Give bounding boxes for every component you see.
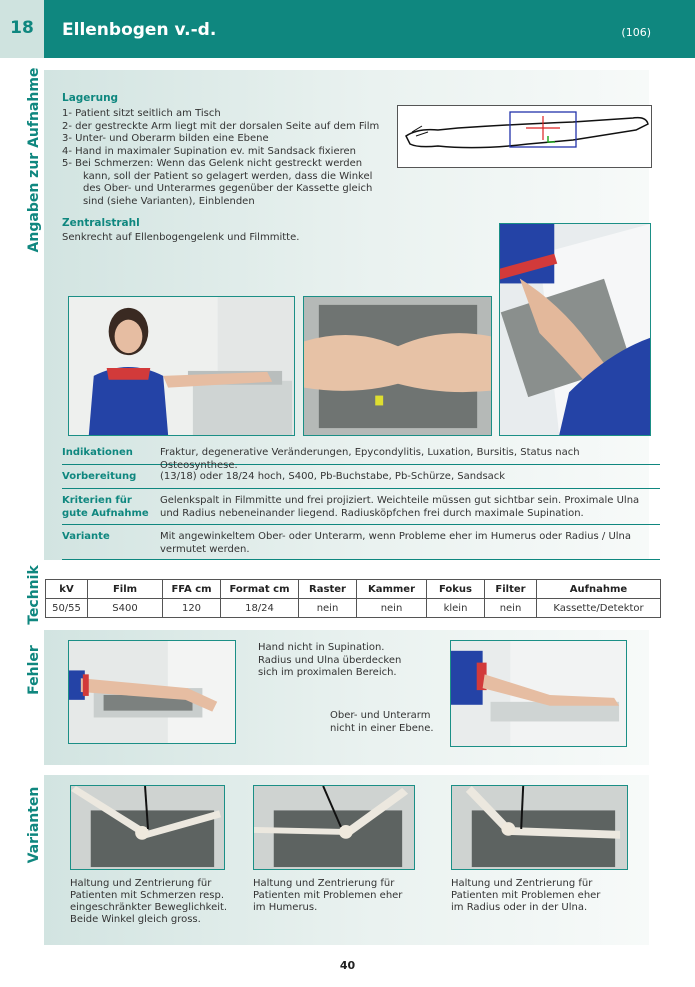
side-label-technik: Technik	[26, 565, 42, 625]
info-row-variante	[62, 527, 660, 560]
table-cell: nein	[299, 599, 357, 618]
table-header: FFA cm	[163, 580, 221, 599]
side-label-fehler: Fehler	[26, 645, 42, 695]
info-text: Fraktur, degenerative Veränderungen, Epycondylitis, Luxation, Bursitis, Status nach Osteosynthese.	[160, 447, 580, 471]
table-header: Kammer	[357, 580, 427, 599]
table-header-row	[46, 580, 661, 599]
zentralstrahl-text: Senkrecht auf Ellenbogengelenk und Filmmitte.	[62, 232, 300, 243]
table-row	[46, 599, 661, 618]
zentralstrahl-heading: Zentralstrahl	[62, 217, 140, 229]
arm-sketch-icon	[398, 106, 653, 169]
chapter-number: 18	[10, 18, 34, 38]
table-header: Film	[88, 580, 163, 599]
variante-caption-1: Haltung und Zentrierung für Patienten mit Schmerzen resp. eingeschränkter Beweglichkeit. Beide Winkel gleich gross.	[70, 878, 228, 925]
lagerung-section	[62, 92, 392, 244]
lagerung-heading: Lagerung	[62, 92, 119, 104]
page-number: 40	[339, 959, 356, 972]
info-text: Mit angewinkeltem Ober- oder Unterarm, wenn Probleme eher im Humerus oder Radius / Ulna vermutet werden.	[160, 531, 632, 555]
table-header: Filter	[485, 580, 537, 599]
table-cell: Kassette/Detektor	[537, 599, 661, 618]
page-title: Ellenbogen v.-d.	[62, 20, 217, 40]
info-label: Indikationen	[62, 447, 133, 458]
lagerung-item: 4- Hand in maximaler Supination ev. mit Sandsack fixieren	[62, 145, 356, 157]
variante-caption-3: Haltung und Zentrierung für Patienten mit Problemen eher im Radius oder in der Ulna.	[451, 878, 601, 913]
page-header	[0, 0, 695, 58]
info-label: Variante	[62, 531, 110, 542]
photo-variante-1	[70, 785, 225, 870]
table-cell: klein	[427, 599, 485, 618]
lagerung-list	[62, 108, 392, 208]
photo-fehler-supination	[68, 640, 236, 744]
table-cell: nein	[485, 599, 537, 618]
chapter-number-box	[0, 0, 44, 58]
exam-code: (106)	[621, 26, 651, 39]
technik-table	[45, 579, 661, 618]
table-cell: nein	[357, 599, 427, 618]
lagerung-item: 1- Patient sitzt seitlich am Tisch	[62, 108, 221, 119]
table-header: Fokus	[427, 580, 485, 599]
photo-variante-2	[253, 785, 415, 870]
photo-variante-3	[451, 785, 628, 870]
photo-elbow-closeup	[303, 296, 492, 436]
info-row-vorbereitung	[62, 467, 660, 489]
info-row-kriterien	[62, 491, 660, 525]
table-header: Aufnahme	[537, 580, 661, 599]
info-text: Gelenkspalt in Filmmitte und frei projiziert. Weichteile müssen gut sichtbar sein. Proximale Ulna und Radius nebeneinander liegend. Radiusköpfchen frei durch maximale Supination.	[160, 495, 640, 519]
photo-arm-on-cassette	[499, 223, 651, 436]
lagerung-item: 2- der gestreckte Arm liegt mit der dorsalen Seite auf dem Film	[62, 120, 380, 132]
side-label-varianten: Varianten	[26, 786, 42, 864]
table-header: Raster	[299, 580, 357, 599]
lagerung-item: 3- Unter- und Oberarm bilden eine Ebene	[62, 133, 269, 144]
table-header: kV	[46, 580, 88, 599]
table-header: Format cm	[221, 580, 299, 599]
info-text: (13/18) oder 18/24 hoch, S400, Pb-Buchstabe, Pb-Schürze, Sandsack	[160, 471, 506, 482]
fehler-text-ebene: Ober- und Unterarm nicht in einer Ebene.	[330, 710, 434, 734]
table-cell: 120	[163, 599, 221, 618]
table-cell: 18/24	[221, 599, 299, 618]
photo-fehler-ebene	[450, 640, 627, 747]
side-label-aufnahme: Angaben zur Aufnahme	[26, 67, 42, 253]
table-cell: 50/55	[46, 599, 88, 618]
fehler-text-supination: Hand nicht in Supination. Radius und Ulna überdecken sich im proximalen Bereich.	[258, 642, 402, 678]
variante-caption-2: Haltung und Zentrierung für Patienten mit Problemen eher im Humerus.	[253, 878, 403, 913]
positioning-sketch	[397, 105, 652, 168]
lagerung-item: 5- Bei Schmerzen: Wenn das Gelenk nicht gestreckt werden kann, soll der Patient so gelagert werden, dass die Winkel des Ober- und Unterarmes gegenüber der Kassette gleich sind (siehe Varianten), Einblenden	[62, 158, 373, 207]
table-cell: S400	[88, 599, 163, 618]
info-label: Kriterien für gute Aufnahme	[62, 495, 149, 519]
info-label: Vorbereitung	[62, 471, 137, 482]
photo-patient-seated	[68, 296, 295, 436]
info-row-indikationen	[62, 443, 660, 471]
